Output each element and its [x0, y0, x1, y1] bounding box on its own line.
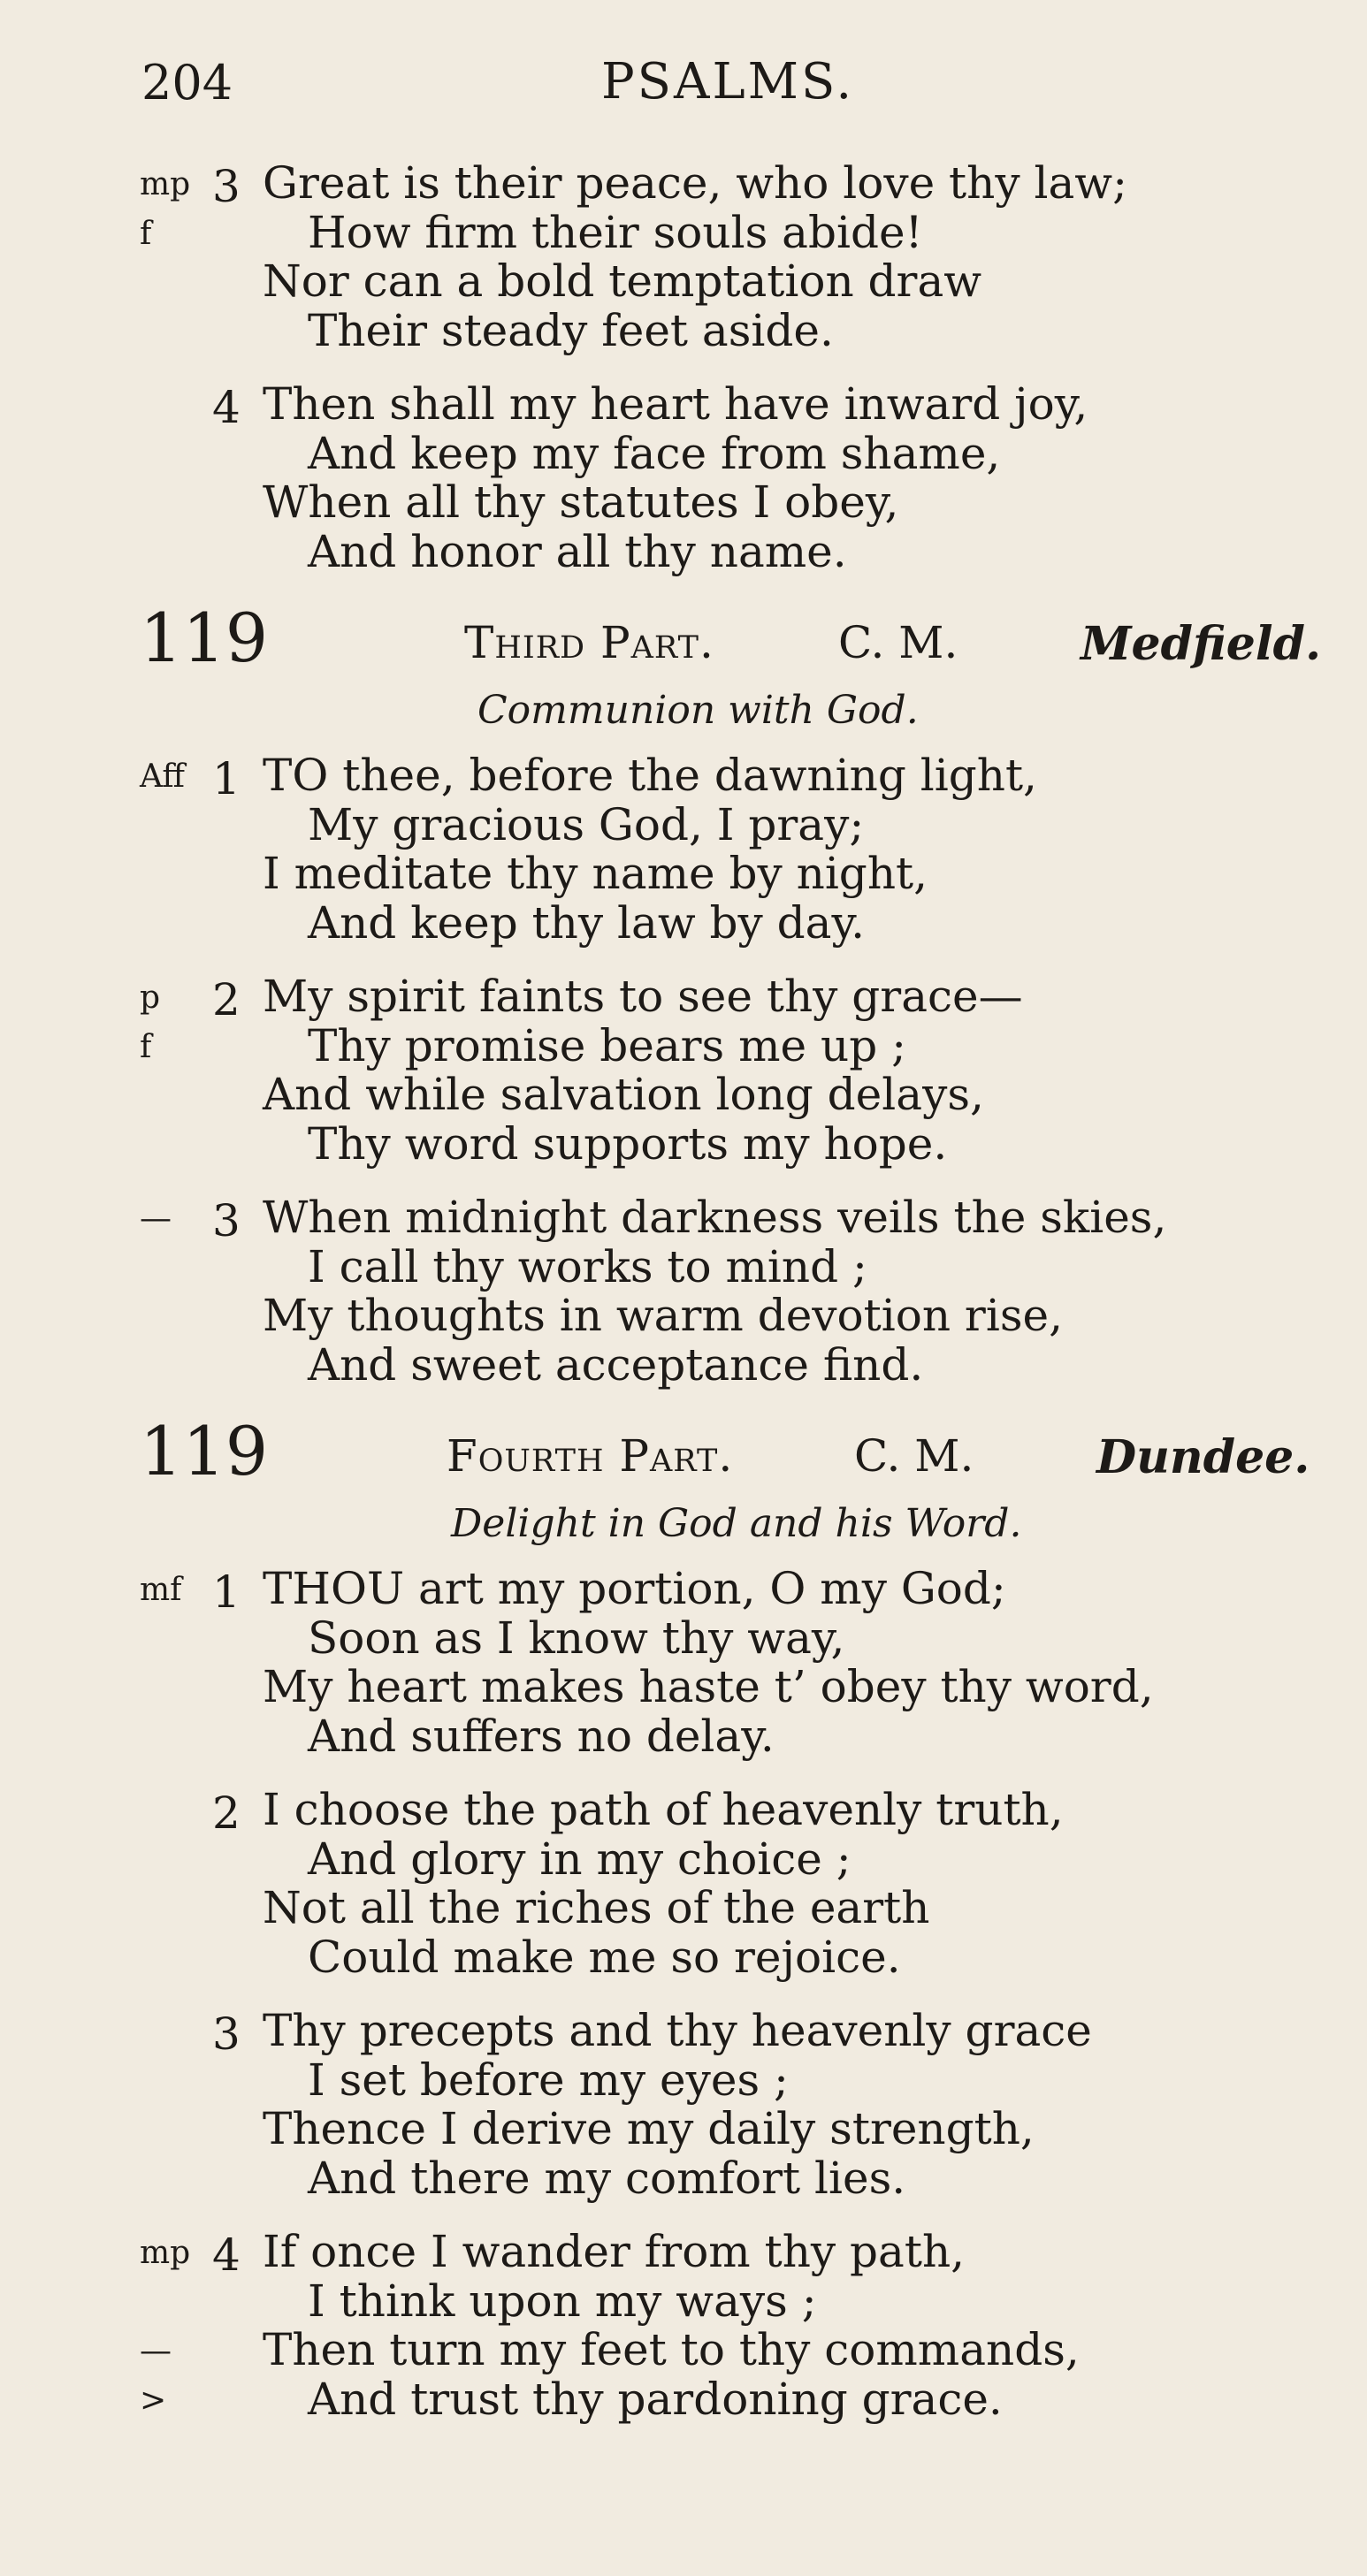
stanza-number: 1 — [212, 753, 241, 804]
verse-line: Then shall my heart have inward joy, — [263, 378, 1088, 430]
stanza-number: 3 — [212, 1195, 241, 1246]
dynamic-marking: p — [140, 979, 161, 1016]
hymn-number: 119 — [140, 598, 269, 677]
verse-line: Thy precepts and thy heavenly grace — [263, 2005, 1092, 2056]
verse-line: If once I wander from thy path, — [263, 2226, 966, 2277]
stanza-number: 4 — [212, 382, 241, 433]
dynamic-marking: mp — [140, 166, 191, 202]
verse-line: I call thy works to mind ; — [308, 1240, 867, 1292]
verse-line: Great is their peace, who love thy law; — [263, 157, 1127, 209]
verse-line: And sweet acceptance find. — [308, 1338, 924, 1391]
dynamic-marking: — — [140, 2333, 172, 2369]
verse-line: Their steady feet aside. — [308, 304, 834, 356]
verse-line: Thy promise bears me up ; — [308, 1019, 906, 1071]
hymn-number: 119 — [140, 1412, 269, 1490]
verse-line: And glory in my choice ; — [308, 1833, 852, 1885]
stanza-number: 3 — [212, 2008, 241, 2060]
dynamic-marking: f — [140, 215, 152, 252]
stanza-number: 2 — [212, 1787, 241, 1839]
verse-line: Thy word supports my hope. — [308, 1117, 948, 1170]
tune-name: Medfield. — [1081, 617, 1322, 671]
verse-line: I think upon my ways ; — [308, 2275, 817, 2327]
hymn-meter: C. M. — [854, 1430, 974, 1482]
verse-line: My spirit faints to see thy grace— — [263, 971, 1023, 1022]
verse-line: And there my comfort lies. — [308, 2152, 906, 2204]
verse-line: And keep my face from shame, — [308, 427, 1001, 479]
dynamic-marking: f — [140, 1028, 152, 1065]
stanza-number: 4 — [212, 2229, 241, 2281]
verse-line: My gracious God, I pray; — [308, 798, 865, 850]
verse-line: Could make me so rejoice. — [308, 1931, 901, 1983]
verse-line: When all thy statutes I obey, — [263, 476, 899, 528]
dynamic-marking: — — [140, 1200, 172, 1237]
hymn-meter: C. M. — [838, 617, 958, 668]
hymn-subtitle: Delight in God and his Word. — [451, 1501, 1022, 1546]
dynamic-marking: Aff — [140, 758, 185, 795]
verse-line: Thence I derive my daily strength, — [263, 2103, 1035, 2154]
verse-line: I set before my eyes ; — [308, 2054, 789, 2106]
page-number: 204 — [141, 55, 233, 111]
verse-line: Soon as I know thy way, — [308, 1612, 845, 1664]
verse-line: And honor all thy name. — [308, 525, 847, 577]
verse-line: My heart makes haste t’ obey thy word, — [263, 1661, 1154, 1712]
verse-line: And suffers no delay. — [308, 1710, 775, 1762]
stanza-number: 1 — [212, 1566, 241, 1618]
verse-line: And while salvation long delays, — [263, 1069, 984, 1120]
verse-line: I choose the path of heavenly truth, — [263, 1784, 1064, 1835]
stanza-number: 2 — [212, 974, 241, 1025]
verse-line: Not all the riches of the earth — [263, 1882, 930, 1933]
stanza-number: 3 — [212, 161, 241, 212]
verse-line: Then turn my feet to thy commands, — [263, 2324, 1080, 2375]
verse-line: I meditate thy name by night, — [263, 848, 928, 899]
dynamic-marking: mp — [140, 2235, 191, 2271]
verse-line: My thoughts in warm devotion rise, — [263, 1290, 1063, 1341]
hymn-part: Third Part. — [464, 617, 714, 668]
verse-line: And trust thy pardoning grace. — [308, 2373, 1003, 2425]
verse-line: THOU art my portion, O my God; — [263, 1563, 1006, 1614]
verse-line: When midnight darkness veils the skies, — [263, 1192, 1167, 1243]
tune-name: Dundee. — [1096, 1430, 1310, 1484]
verse-line: Nor can a bold temptation draw — [263, 255, 982, 307]
running-title: PSALMS. — [601, 53, 855, 111]
dynamic-marking: > — [140, 2382, 167, 2419]
verse-line: And keep thy law by day. — [308, 896, 865, 949]
hymn-subtitle: Communion with God. — [477, 688, 919, 733]
hymn-part: Fourth Part. — [447, 1430, 734, 1482]
dynamic-marking: mf — [140, 1572, 182, 1608]
verse-line: How firm their souls abide! — [308, 206, 923, 258]
verse-line: TO thee, before the dawning light, — [263, 750, 1037, 801]
